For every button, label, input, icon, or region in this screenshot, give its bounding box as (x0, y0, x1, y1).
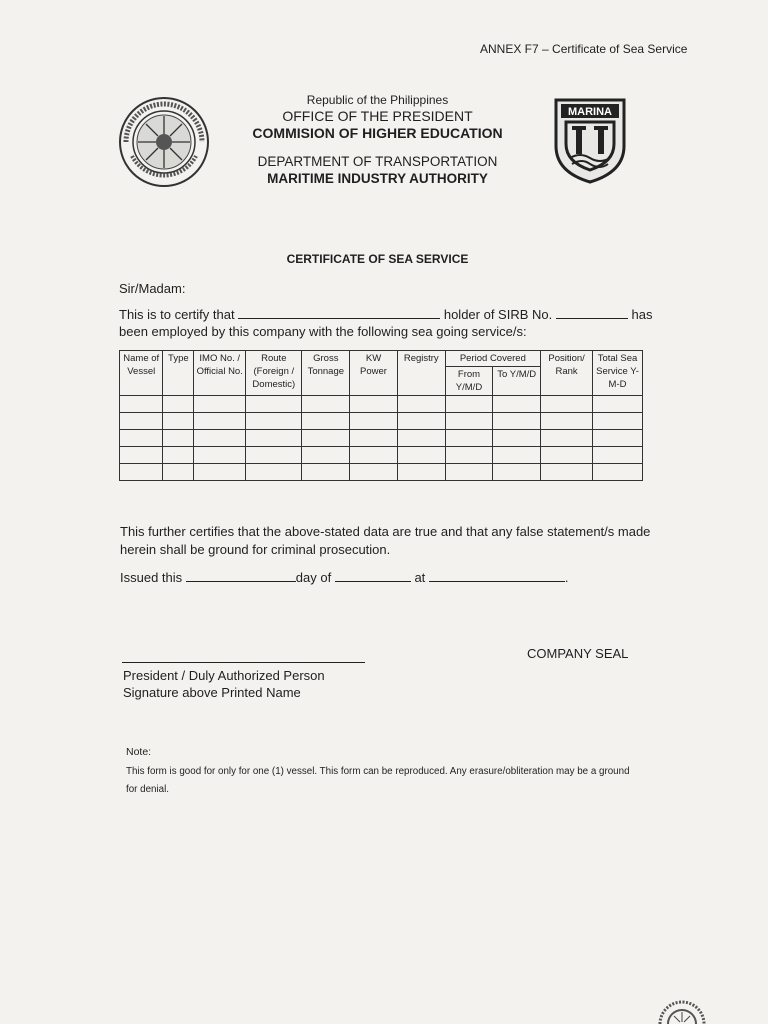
header-total: Total Sea Service Y-M-D (593, 351, 643, 396)
table-body (120, 396, 643, 481)
issued-text-2: day of (295, 570, 332, 585)
place-blank[interactable] (429, 569, 565, 582)
certify-text-2: holder of SIRB No. (443, 307, 553, 322)
marina-text: MARITIME INDUSTRY AUTHORITY (267, 171, 488, 186)
table-cell[interactable] (593, 430, 643, 447)
table-cell[interactable] (593, 464, 643, 481)
table-cell[interactable] (302, 413, 350, 430)
table-row (120, 447, 643, 464)
ched-seal-icon (118, 96, 210, 188)
table-cell[interactable] (493, 413, 541, 430)
table-cell[interactable] (397, 447, 445, 464)
header-kw: KW Power (350, 351, 398, 396)
table-row (120, 464, 643, 481)
table-cell[interactable] (397, 464, 445, 481)
header-from: From Y/M/D (445, 367, 493, 396)
table-cell[interactable] (493, 430, 541, 447)
table-cell[interactable] (445, 413, 493, 430)
further-line-2: herein shall be ground for criminal prosecution. (120, 542, 391, 557)
table-cell[interactable] (194, 413, 246, 430)
table-cell[interactable] (593, 447, 643, 464)
table-row (120, 396, 643, 413)
republic-text: Republic of the Philippines (306, 93, 449, 107)
table-cell[interactable] (397, 413, 445, 430)
document-title: CERTIFICATE OF SEA SERVICE (286, 252, 469, 266)
table-cell[interactable] (445, 464, 493, 481)
month-blank[interactable] (335, 569, 411, 582)
table-cell[interactable] (541, 430, 593, 447)
table-cell[interactable] (493, 464, 541, 481)
table-cell[interactable] (120, 413, 163, 430)
signature-caption: Signature above Printed Name (123, 685, 301, 700)
table-cell[interactable] (246, 413, 302, 430)
header-imo: IMO No. / Official No. (194, 351, 246, 396)
further-line-1: This further certifies that the above-stated data are true and that any false statement/s made (120, 524, 651, 539)
header-route: Route (Foreign / Domestic) (246, 351, 302, 396)
signature-line[interactable] (122, 662, 365, 663)
table-cell[interactable] (302, 396, 350, 413)
table-cell[interactable] (163, 396, 194, 413)
table-cell[interactable] (350, 430, 398, 447)
issued-line (120, 569, 569, 585)
dotr-text: DEPARTMENT OF TRANSPORTATION (257, 154, 498, 169)
embossed-seal-icon (656, 990, 708, 1024)
table-cell[interactable] (194, 430, 246, 447)
marina-logo-icon (552, 96, 628, 184)
table-cell[interactable] (397, 396, 445, 413)
table-cell[interactable] (163, 464, 194, 481)
table-cell[interactable] (302, 447, 350, 464)
header-registry: Registry (397, 351, 445, 396)
header-position: Position/ Rank (541, 351, 593, 396)
table-row (120, 430, 643, 447)
table-cell[interactable] (246, 447, 302, 464)
issued-end: . (564, 570, 569, 585)
table-cell[interactable] (302, 430, 350, 447)
table-cell[interactable] (593, 413, 643, 430)
table-cell[interactable] (350, 464, 398, 481)
table-row (120, 413, 643, 430)
table-cell[interactable] (163, 447, 194, 464)
ched-text: COMMISION OF HIGHER EDUCATION (252, 125, 503, 141)
table-cell[interactable] (163, 413, 194, 430)
signature-title: President / Duly Authorized Person (123, 668, 325, 683)
table-cell[interactable] (194, 464, 246, 481)
annex-label: ANNEX F7 – Certificate of Sea Service (480, 42, 688, 56)
table-cell[interactable] (120, 464, 163, 481)
table-cell[interactable] (120, 396, 163, 413)
table-cell[interactable] (120, 430, 163, 447)
certify-line-2: been employed by this company with the following sea going service/s: (119, 324, 527, 339)
table-cell[interactable] (445, 430, 493, 447)
table-cell[interactable] (302, 464, 350, 481)
header-name: Name of Vessel (120, 351, 163, 396)
name-blank[interactable] (238, 306, 440, 319)
certify-text-1: This is to certify that (119, 307, 235, 322)
table-cell[interactable] (541, 464, 593, 481)
table-cell[interactable] (194, 447, 246, 464)
note-label: Note: (126, 746, 152, 758)
certify-line-1 (119, 306, 653, 322)
issued-text-3: at (414, 570, 426, 585)
table-cell[interactable] (350, 413, 398, 430)
certify-text-3: has (631, 307, 653, 322)
salutation: Sir/Madam: (119, 281, 186, 296)
table-cell[interactable] (445, 396, 493, 413)
day-blank[interactable] (186, 569, 296, 582)
header-gross: Gross Tonnage (302, 351, 350, 396)
table-cell[interactable] (194, 396, 246, 413)
table-cell[interactable] (541, 413, 593, 430)
table-cell[interactable] (493, 447, 541, 464)
table-cell[interactable] (246, 430, 302, 447)
table-cell[interactable] (541, 396, 593, 413)
table-cell[interactable] (246, 396, 302, 413)
table-cell[interactable] (493, 396, 541, 413)
table-cell[interactable] (120, 447, 163, 464)
table-cell[interactable] (445, 447, 493, 464)
office-text: OFFICE OF THE PRESIDENT (282, 108, 473, 124)
table-cell[interactable] (350, 447, 398, 464)
sea-service-table (119, 350, 643, 481)
header-period: Period Covered (445, 351, 540, 367)
table-cell[interactable] (541, 447, 593, 464)
header-type: Type (163, 351, 194, 396)
header-to: To Y/M/D (493, 367, 541, 396)
sirb-blank[interactable] (556, 306, 628, 319)
table-cell[interactable] (397, 430, 445, 447)
note-line-1: This form is good for only for one (1) vessel. This form can be reproduced. Any erasure/obliteration may be a ground (126, 766, 630, 777)
table-cell[interactable] (593, 396, 643, 413)
table-cell[interactable] (246, 464, 302, 481)
table-cell[interactable] (350, 396, 398, 413)
issued-text-1: Issued this (120, 570, 183, 585)
table-cell[interactable] (163, 430, 194, 447)
company-seal-label: COMPANY SEAL (527, 646, 629, 661)
marina-logo-text: MARINA (568, 106, 612, 118)
note-line-2: for denial. (126, 784, 170, 795)
